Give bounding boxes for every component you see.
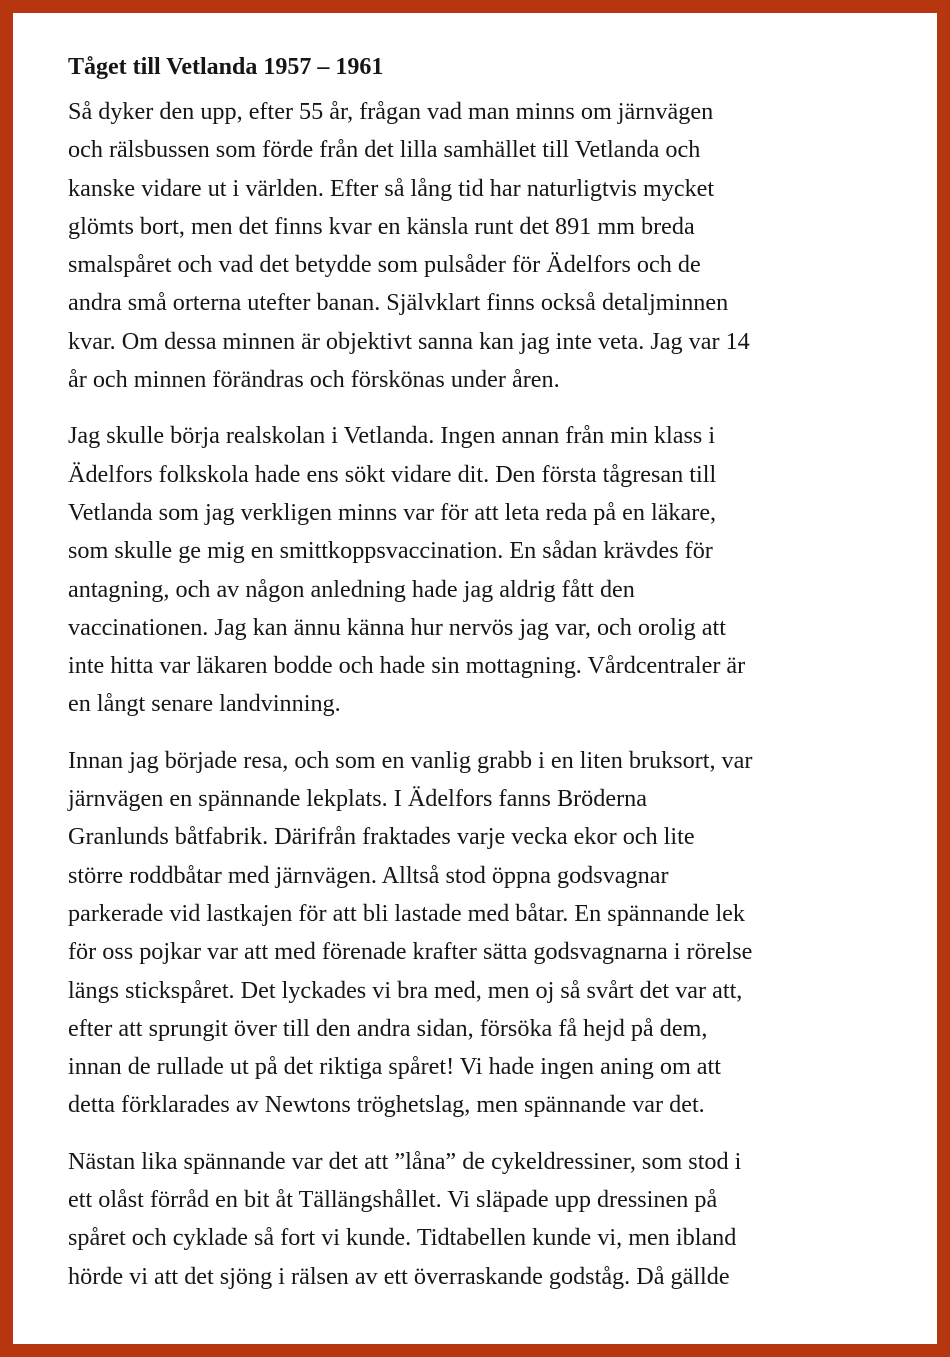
paragraph: [68, 1143, 918, 1296]
text-line: för oss pojkar var att med förenade krafter sätta godsvagnarna i rörelse: [68, 938, 753, 966]
text-line: som skulle ge mig en smittkoppsvaccination. En sådan krävdes för: [68, 537, 713, 565]
text-line: år och minnen förändras och förskönas under åren.: [68, 366, 560, 394]
document-content: [68, 51, 918, 1314]
paragraph: [68, 417, 918, 723]
text-line: Nästan lika spännande var det att ”låna” de cykeldressiner, som stod i: [68, 1147, 742, 1175]
text-line: vaccinationen. Jag kan ännu känna hur nervös jag var, och orolig att: [68, 613, 726, 641]
text-line: innan de rullade ut på det riktiga spåret! Vi hade ingen aning om att: [68, 1053, 721, 1081]
text-line: glömts bort, men det finns kvar en känsla runt det 891 mm breda: [68, 212, 695, 240]
document-body: [68, 93, 918, 1296]
text-line: järnvägen en spännande lekplats. I Ädelfors fanns Bröderna: [68, 785, 647, 813]
text-line: detta förklarades av Newtons tröghetslag, men spännande var det.: [68, 1091, 705, 1119]
text-line: kvar. Om dessa minnen är objektivt sanna kan jag inte veta. Jag var 14: [68, 327, 750, 355]
text-line: Så dyker den upp, efter 55 år, frågan vad man minns om järnvägen: [68, 98, 714, 125]
text-line: Granlunds båtfabrik. Därifrån fraktades varje vecka ekor och lite: [68, 823, 695, 851]
text-line: ett olåst förråd en bit åt Tällängshållet. Vi släpade upp dressinen på: [68, 1186, 718, 1214]
document-page: [13, 13, 937, 1344]
document-title: Tåget till Vetlanda 1957 – 1961: [68, 54, 384, 80]
text-line: andra små orterna utefter banan. Självklart finns också detaljminnen: [68, 289, 729, 317]
text-line: hörde vi att det sjöng i rälsen av ett överraskande godståg. Då gällde: [68, 1262, 730, 1290]
text-line: efter att sprungit över till den andra sidan, försöka få hejd på dem,: [68, 1014, 708, 1042]
text-line: och rälsbussen som förde från det lilla samhället till Vetlanda och: [68, 136, 701, 164]
text-line: längs stickspåret. Det lyckades vi bra med, men oj så svårt det var att,: [68, 976, 743, 1004]
text-line: Ädelfors folkskola hade ens sökt vidare dit. Den första tågresan till: [68, 460, 717, 488]
text-line: antagning, och av någon anledning hade jag aldrig fått den: [68, 575, 635, 603]
text-line: större roddbåtar med järnvägen. Alltså stod öppna godsvagnar: [68, 861, 669, 889]
text-line: inte hitta var läkaren bodde och hade sin mottagning. Vårdcentraler är: [68, 652, 746, 680]
paragraph: [68, 93, 918, 399]
text-line: Jag skulle börja realskolan i Vetlanda. Ingen annan från min klass i: [68, 422, 716, 450]
text-line: spåret och cyklade så fort vi kunde. Tidtabellen kunde vi, men ibland: [68, 1224, 737, 1252]
text-line: parkerade vid lastkajen för att bli lastade med båtar. En spännande lek: [68, 899, 745, 927]
text-line: kanske vidare ut i världen. Efter så lång tid har naturligtvis mycket: [68, 174, 715, 202]
paragraph: [68, 742, 918, 1125]
text-line: Vetlanda som jag verkligen minns var för att leta reda på en läkare,: [68, 498, 717, 526]
text-line: smalspåret och vad det betydde som pulsåder för Ädelfors och de: [68, 251, 701, 279]
text-line: en långt senare landvinning.: [68, 690, 341, 718]
text-line: Innan jag började resa, och som en vanlig grabb i en liten bruksort, var: [68, 746, 753, 774]
